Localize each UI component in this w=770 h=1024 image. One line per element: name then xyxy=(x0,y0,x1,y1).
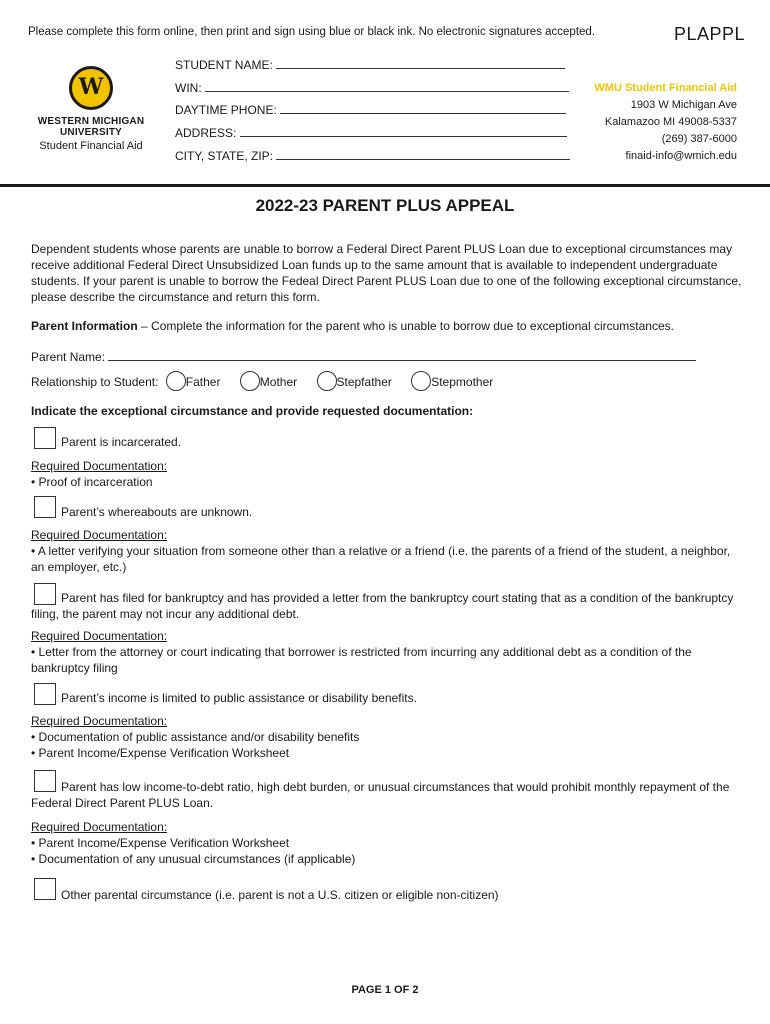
required-docs-2: Required Documentation: • A letter verifying your situation from someone other than a relative or a friend (i.e. the parents of a friend of the student, a neighbor, an employer, etc.) xyxy=(31,527,743,575)
doc-item: • Parent Income/Expense Verification Worksheet xyxy=(31,746,290,760)
relationship-label: Relationship to Student: xyxy=(31,375,159,389)
parent-info-line: Parent Information – Complete the information for the parent who is unable to borrow due to exceptional circumstances. xyxy=(31,319,674,333)
checkbox-other[interactable] xyxy=(34,878,56,900)
relationship-option-stepmother[interactable]: Stepmother xyxy=(407,371,493,391)
office-street: 1903 W Michigan Ave xyxy=(630,99,737,111)
doc-item: • Documentation of public assistance and/or disability benefits xyxy=(31,730,360,744)
circumstance-low-income: Parent has low income-to-debt ratio, high debt burden, or unusual circumstances that would prohibit monthly repayment of the Federal Direct Parent PLUS Loan. xyxy=(31,780,730,810)
radio-mother[interactable] xyxy=(240,371,260,391)
circumstance-bankruptcy: Parent has filed for bankruptcy and has provided a letter from the bankruptcy court stating that as a condition of the bankruptcy filing, the parent may not incur any additional debt. xyxy=(31,591,734,621)
radio-father[interactable] xyxy=(166,371,186,391)
w-logo-icon: W xyxy=(69,66,113,110)
required-docs-5: Required Documentation: • Parent Income/Expense Verification Worksheet • Documentation of any unusual circumstances (if applicable) xyxy=(31,819,743,867)
student-name-field[interactable]: STUDENT NAME: xyxy=(175,57,565,72)
doc-item: • Letter from the attorney or court indicating that borrower is restricted from incurring any additional debt as a condition of the bankruptcy filing xyxy=(31,645,692,675)
circumstance-whereabouts: Parent’s whereabouts are unknown. xyxy=(61,505,253,519)
logo-university-name: WESTERN MICHIGAN UNIVERSITY xyxy=(37,116,145,138)
office-name: WMU Student Financial Aid xyxy=(594,82,737,94)
office-email: finaid-info@wmich.edu xyxy=(625,150,737,162)
header-divider xyxy=(0,184,770,187)
circumstance-other: Other parental circumstance (i.e. parent is not a U.S. citizen or eligible non-citizen) xyxy=(61,888,499,902)
win-field[interactable]: WIN: xyxy=(175,80,569,95)
circumstances-heading: Indicate the exceptional circumstance and provide requested documentation: xyxy=(31,404,474,418)
doc-item: • Proof of incarceration xyxy=(31,475,153,489)
address-field[interactable]: ADDRESS: xyxy=(175,125,567,140)
checkbox-whereabouts-unknown[interactable] xyxy=(34,496,56,518)
form-instruction: Please complete this form online, then print and sign using blue or black ink. No electronic signatures accepted. xyxy=(28,26,596,38)
form-title: 2022-23 PARENT PLUS APPEAL xyxy=(255,196,515,215)
relationship-option-mother[interactable]: Mother xyxy=(236,371,297,391)
relationship-option-stepfather[interactable]: Stepfather xyxy=(313,371,392,391)
office-city: Kalamazoo MI 49008-5337 xyxy=(604,116,737,128)
relationship-option-father[interactable]: Father xyxy=(162,371,221,391)
wmu-logo xyxy=(20,66,162,152)
doc-item: • Parent Income/Expense Verification Worksheet xyxy=(31,836,290,850)
circumstance-incarcerated: Parent is incarcerated. xyxy=(61,435,182,449)
parent-info-label: Parent Information xyxy=(31,319,138,333)
relationship-row xyxy=(31,371,505,391)
required-docs-4: Required Documentation: • Documentation of public assistance and/or disability benefits • Parent Income/Expense Verification Worksheet xyxy=(31,713,743,761)
checkbox-incarcerated[interactable] xyxy=(34,427,56,449)
doc-item: • Documentation of any unusual circumstances (if applicable) xyxy=(31,852,356,866)
logo-office-name: Student Financial Aid xyxy=(39,140,143,152)
daytime-phone-field[interactable]: DAYTIME PHONE: xyxy=(175,102,566,117)
circumstance-public-assistance: Parent’s income is limited to public assistance or disability benefits. xyxy=(61,691,417,705)
form-code: PLAPPL xyxy=(674,24,746,44)
intro-paragraph: Dependent students whose parents are unable to borrow a Federal Direct Parent PLUS Loan due to exceptional circumstances may receive additional Federal Direct Unsubsidized Loan funds up to the same amount that is available to independent undergraduate students. If your parent is unable to borrow the Fedeal Direct Parent PLUS Loan due to one of the following exceptional circumstance, please describe the circumstance and return this form. xyxy=(31,242,742,304)
city-state-zip-field[interactable]: CITY, STATE, ZIP: xyxy=(175,148,570,163)
radio-stepfather[interactable] xyxy=(317,371,337,391)
required-docs-3: Required Documentation: • Letter from the attorney or court indicating that borrower is restricted from incurring any additional debt as a condition of the bankruptcy filing xyxy=(31,628,743,676)
required-docs-1: Required Documentation: • Proof of incarceration xyxy=(31,458,743,490)
office-contact xyxy=(594,80,737,165)
checkbox-public-assistance[interactable] xyxy=(34,683,56,705)
radio-stepmother[interactable] xyxy=(411,371,431,391)
office-phone: (269) 387-6000 xyxy=(661,133,737,145)
page-number: PAGE 1 OF 2 xyxy=(351,984,419,996)
doc-item: • A letter verifying your situation from someone other than a relative or a friend (i.e. the parents of a friend of the student, a neighbor, an employer, etc.) xyxy=(31,544,731,574)
parent-name-field[interactable]: Parent Name: xyxy=(31,349,696,364)
